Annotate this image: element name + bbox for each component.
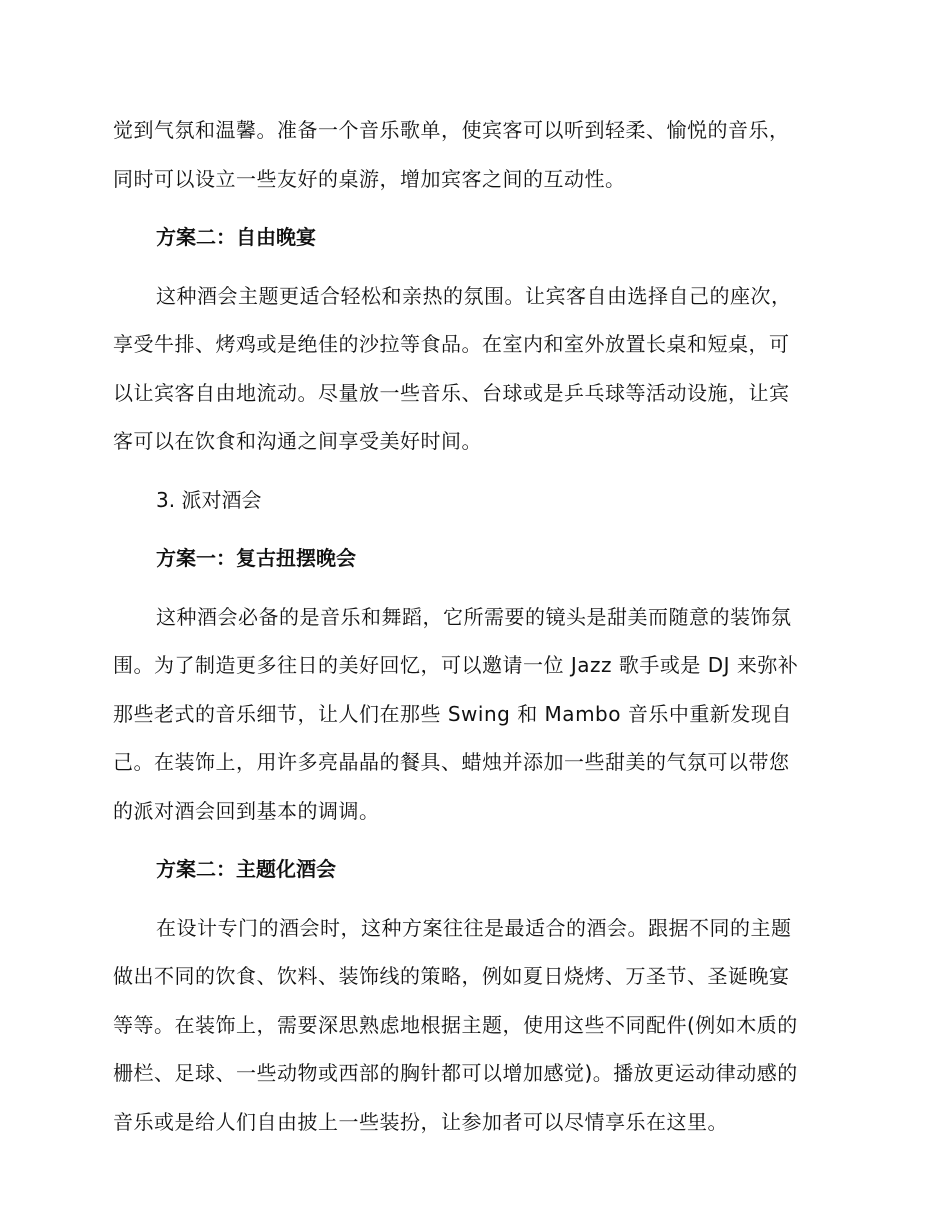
text-line: 等等。在装饰上，需要深思熟虑地根据主题，使用这些不同配件(例如木质的 <box>113 1012 798 1037</box>
section-heading-themed-party: 方案二：主题化酒会 <box>156 857 336 881</box>
text-line: 做出不同的饮食、饮料、装饰线的策略，例如夏日烧烤、万圣节、圣诞晚宴 <box>113 964 790 988</box>
text-line: 享受牛排、烤鸡或是绝佳的沙拉等食品。在室内和室外放置长桌和短桌，可 <box>113 332 790 356</box>
section-heading-free-dinner: 方案二：自由晚宴 <box>156 225 316 249</box>
text-line: 觉到气氛和温馨。准备一个音乐歌单，使宾客可以听到轻柔、愉悦的音乐， <box>113 118 790 142</box>
text-line: 栅栏、足球、一些动物或西部的胸针都可以增加感觉)。播放更运动律动感的 <box>113 1061 798 1085</box>
document-page <box>113 106 843 1146</box>
text-line: 音乐或是给人们自由披上一些装扮，让参加者可以尽情享乐在这里。 <box>113 1109 728 1134</box>
paragraph-intro-continued <box>113 106 843 203</box>
text-line: 同时可以设立一些友好的桌游，增加宾客之间的互动性。 <box>113 166 626 191</box>
text-line: 围。为了制造更多往日的美好回忆，可以邀请一位 Jazz 歌手或是 DJ 来弥补 <box>113 653 799 677</box>
text-line: 己。在装饰上，用许多亮晶晶的餐具、蜡烛并添加一些甜美的气氛可以带您 <box>113 750 790 774</box>
text-line: 这种酒会主题更适合轻松和亲热的氛围。让宾客自由选择自己的座次， <box>156 283 792 308</box>
section-heading-party: 3. 派对酒会 <box>156 487 262 512</box>
text-line: 客可以在饮食和沟通之间享受美好时间。 <box>113 429 482 453</box>
text-line: 以让宾客自由地流动。尽量放一些音乐、台球或是乒乓球等活动设施，让宾 <box>113 380 790 405</box>
text-line: 在设计专门的酒会时，这种方案往往是最适合的酒会。跟据不同的主题 <box>156 915 792 940</box>
section-heading-retro-swing: 方案一：复古扭摆晚会 <box>156 546 356 570</box>
paragraph-free-dinner <box>113 272 843 466</box>
text-line: 这种酒会必备的是音乐和舞蹈，它所需要的镜头是甜美而随意的装饰氛 <box>156 604 792 629</box>
paragraph-themed-party <box>113 904 843 1147</box>
text-line: 那些老式的音乐细节，让人们在那些 Swing 和 Mambo 音乐中重新发现自 <box>113 701 792 726</box>
paragraph-retro-swing <box>113 593 843 836</box>
text-line: 的派对酒会回到基本的调调。 <box>113 798 380 823</box>
